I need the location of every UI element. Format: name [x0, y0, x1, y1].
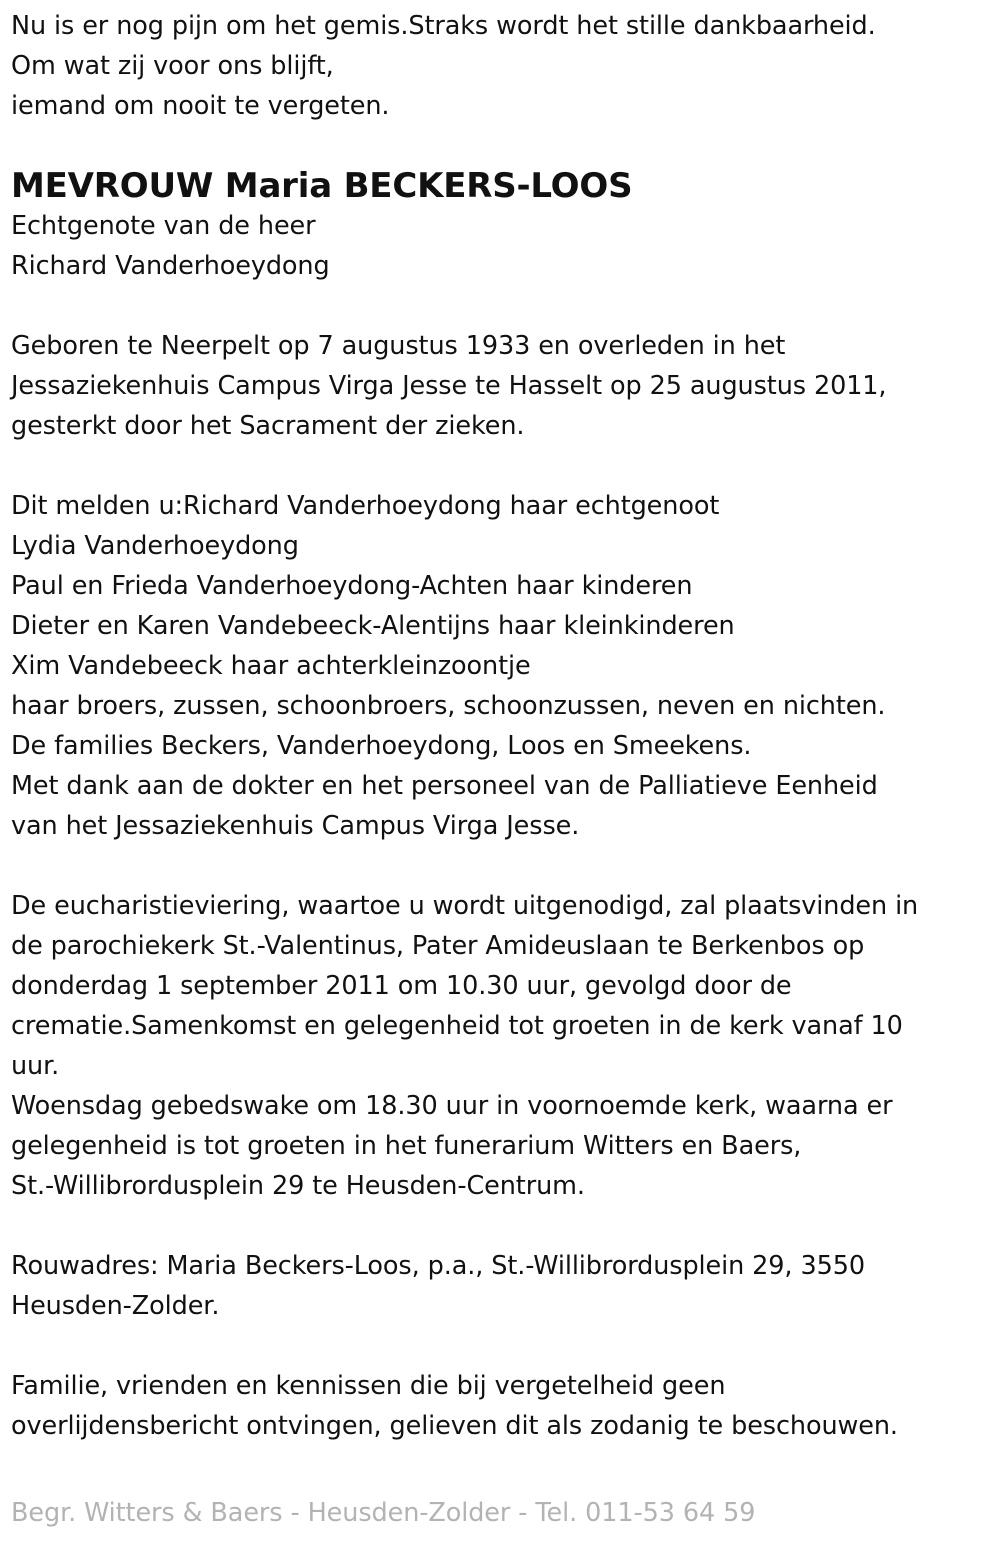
ceremony-line: gelegenheid is tot groeten in het funerarium Witters en Baers, [11, 1131, 802, 1161]
announcer-line: De families Beckers, Vanderhoeydong, Loos en Smeekens. [11, 731, 752, 761]
birth-death-line-2: Jessaziekenhuis Campus Virga Jesse te Hasselt op 25 augustus 2011, [11, 371, 887, 401]
address-line-2: Heusden-Zolder. [11, 1291, 220, 1321]
ceremony-line: crematie.Samenkomst en gelegenheid tot groeten in de kerk vanaf 10 [11, 1011, 903, 1041]
spouse-line-2: Richard Vanderhoeydong [11, 251, 330, 281]
intro-line-2: Om wat zij voor ons blijft, [11, 51, 334, 81]
announcer-line: Dit melden u:Richard Vanderhoeydong haar echtgenoot [11, 491, 720, 521]
address-line-1: Rouwadres: Maria Beckers-Loos, p.a., St.-Willibrordusplein 29, 3550 [11, 1251, 865, 1281]
intro-line-3: iemand om nooit te vergeten. [11, 91, 390, 121]
intro-line-1: Nu is er nog pijn om het gemis.Straks wordt het stille dankbaarheid. [11, 11, 876, 41]
deceased-name: MEVROUW Maria BECKERS-LOOS [11, 166, 633, 206]
ceremony-line: De eucharistieviering, waartoe u wordt uitgenodigd, zal plaatsvinden in [11, 891, 919, 921]
announcer-line: Dieter en Karen Vandebeeck-Alentijns haar kleinkinderen [11, 611, 735, 641]
closing-line-1: Familie, vrienden en kennissen die bij vergetelheid geen [11, 1371, 726, 1401]
spouse-line-1: Echtgenote van de heer [11, 211, 316, 241]
ceremony-line: de parochiekerk St.-Valentinus, Pater Amideuslaan te Berkenbos op [11, 931, 865, 961]
announcer-line: Met dank aan de dokter en het personeel van de Palliatieve Eenheid [11, 771, 878, 801]
announcer-line: Paul en Frieda Vanderhoeydong-Achten haar kinderen [11, 571, 693, 601]
ceremony-line: Woensdag gebedswake om 18.30 uur in voornoemde kerk, waarna er [11, 1091, 893, 1121]
announcer-line: Lydia Vanderhoeydong [11, 531, 299, 561]
ceremony-line: uur. [11, 1051, 60, 1081]
announcer-line: van het Jessaziekenhuis Campus Virga Jesse. [11, 811, 580, 841]
announcer-line: Xim Vandebeeck haar achterkleinzoontje [11, 651, 531, 681]
obituary-text [11, 6, 986, 1446]
announcer-line: haar broers, zussen, schoonbroers, schoonzussen, neven en nichten. [11, 691, 886, 721]
closing-line-2: overlijdensbericht ontvingen, gelieven dit als zodanig te beschouwen. [11, 1411, 898, 1441]
birth-death-line-3: gesterkt door het Sacrament der zieken. [11, 411, 525, 441]
birth-death-line-1: Geboren te Neerpelt op 7 augustus 1933 en overleden in het [11, 331, 786, 361]
undertaker-footer: Begr. Witters & Baers - Heusden-Zolder - Tel. 011-53 64 59 [11, 1498, 756, 1528]
ceremony-line: St.-Willibrordusplein 29 te Heusden-Centrum. [11, 1171, 585, 1201]
ceremony-line: donderdag 1 september 2011 om 10.30 uur, gevolgd door de [11, 971, 792, 1001]
